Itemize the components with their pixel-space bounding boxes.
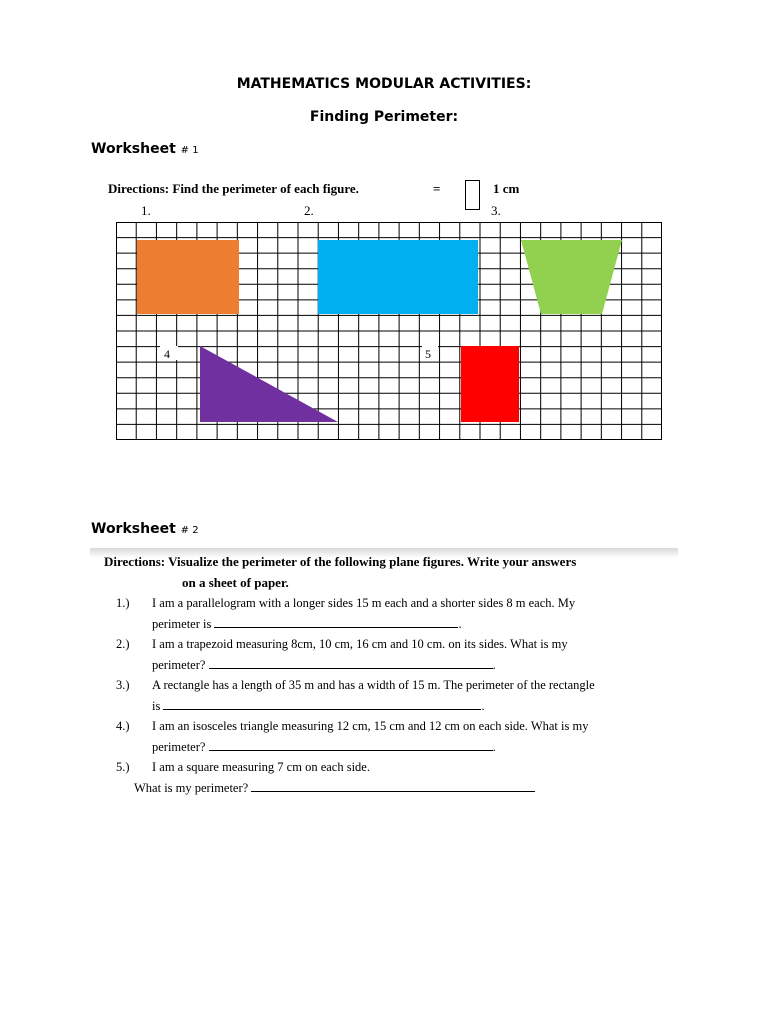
worksheet-1-number: # 1 [180,145,199,156]
question-2: 2.) I am a trapezoid measuring 8cm, 10 cm, 16 cm and 10 cm. on its sides. What is my perimeter? . [104,634,674,675]
worksheet-2-body [104,552,674,798]
question-5 [104,757,674,798]
question-3: 3.) A rectangle has a length of 35 m and has a width of 15 m. The perimeter of the rectangle is . [104,675,674,716]
question-4-prompt: perimeter? [152,739,206,754]
question-4-text: I am an isosceles triangle measuring 12 cm, 15 cm and 12 cm on each side. What is my [152,719,589,733]
question-1-text: I am a parallelogram with a longer sides 15 m each and a shorter sides 8 m each. My [152,596,576,610]
question-1: 1.) I am a parallelogram with a longer sides 15 m each and a shorter sides 8 m each. My perimeter is . [104,593,674,634]
question-2-number: 2.) [116,637,130,651]
question-2-prompt: perimeter? [152,657,206,672]
figure-1-label: 1. [141,203,151,218]
question-2-text: I am a trapezoid measuring 8cm, 10 cm, 16 cm and 10 cm. on its sides. What is my [152,637,568,651]
unit-square-icon [465,180,480,210]
document-subtitle: Finding Perimeter: [309,109,459,125]
figure-5-label: 5 [425,347,431,361]
question-5-number: 5.) [116,760,130,774]
question-4-number: 4.) [116,719,130,733]
answer-blank-1[interactable] [214,627,458,628]
worksheet-1-heading [91,141,199,157]
worksheet-2-directions-line2: on a sheet of paper. [182,574,289,590]
worksheet-2-number: # 2 [180,525,199,536]
question-4: 4.) I am an isosceles triangle measuring 12 cm, 15 cm and 12 cm on each side. What is my perimeter? . [104,716,674,757]
equals-sign: = [433,181,441,196]
question-5-prompt: What is my perimeter? [134,780,249,795]
answer-blank-3[interactable] [163,709,481,710]
worksheet-1-directions: Directions: Find the perimeter of each figure. [108,181,359,196]
answer-blank-4[interactable] [209,750,493,751]
worksheet-2-directions-line1: Directions: Visualize the perimeter of the following plane figures. Write your answers [104,554,577,569]
figure-3-trapezoid [521,240,622,314]
question-3-number: 3.) [116,678,130,692]
figure-grid [116,222,662,440]
figure-4-label: 4 [164,347,170,361]
document-title: MATHEMATICS MODULAR ACTIVITIES: [236,76,532,92]
answer-blank-2[interactable] [209,668,493,669]
figure-3-label: 3. [491,203,501,218]
worksheet-2-label: Worksheet [91,521,176,537]
answer-blank-5[interactable] [251,791,535,792]
worksheet-1-label: Worksheet [91,141,176,157]
unit-label: 1 cm [493,181,520,196]
question-1-prompt: perimeter is [152,616,212,631]
figure-1-rectangle [137,240,239,314]
figure-4-right-triangle [200,346,338,422]
question-5-text: I am a square measuring 7 cm on each side. [152,760,370,774]
question-1-number: 1.) [116,596,130,610]
worksheet-2-heading [91,521,199,537]
question-3-text: A rectangle has a length of 35 m and has a width of 15 m. The perimeter of the rectangle [152,678,595,692]
figure-2-rectangle [318,240,478,314]
question-3-prompt: is [152,698,161,713]
figure-5-rectangle [461,346,519,422]
figure-2-label: 2. [304,203,314,218]
